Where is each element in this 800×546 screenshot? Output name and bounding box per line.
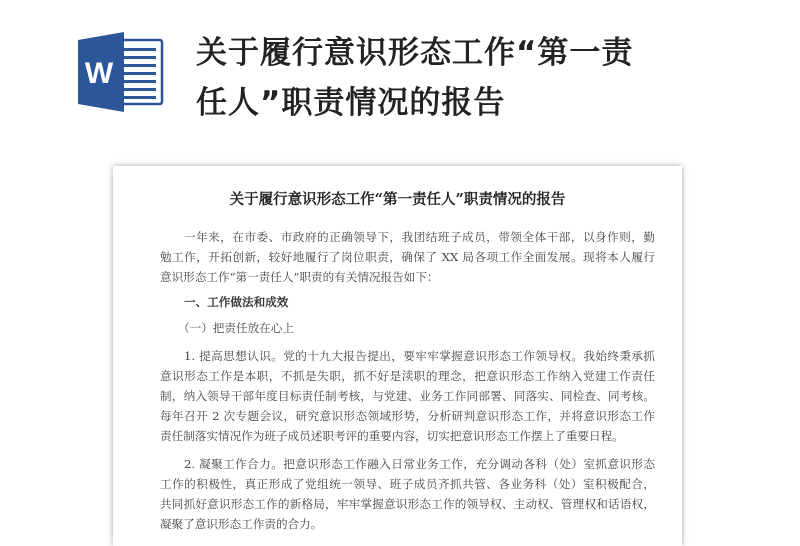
- document-page: [113, 166, 682, 546]
- document-title: 关于履行意识形态工作“第一责任人”职责情况的报告: [229, 191, 566, 208]
- section-heading: 一、工作做法和成效: [184, 295, 289, 309]
- para-line: 制，纳入领导干部年度目标责任制考核，与党建、业务工作同部署、同落实、同检查、同考核。: [160, 389, 655, 403]
- svg-text:W: W: [84, 57, 114, 90]
- para-line: 共同抓好意识形态工作的新格局，牢牢掌握意识形态工作的领导权、主动权、管理权和话语权，: [160, 497, 655, 511]
- subsection-heading: （一）把责任放在心上: [178, 321, 294, 335]
- para-line: 责任制落实情况作为班子成员述职考评的重要内容，切实把意识形态工作摆上了重要日程。: [160, 429, 624, 443]
- header-title: [196, 28, 633, 128]
- para-line: 凝聚了意识形态工作责的合力。: [160, 517, 323, 531]
- para-line: 工作的积极性，真正形成了党组统一领导、班子成员齐抓共管、各业务科（处）室积极配合，: [160, 477, 655, 491]
- header-title-line: 关于履行意识形态工作“第一责: [196, 35, 634, 71]
- header-title-line: 任人”职责情况的报告: [196, 85, 506, 121]
- para-line: 意识形态工作是本职，不抓是失职，抓不好是渎职的理念，把意识形态工作纳入党建工作责任: [160, 369, 655, 383]
- word-icon: [78, 32, 164, 112]
- para-line: 勉工作，开拓创新，较好地履行了岗位职责，确保了 XX 局各项工作全面发展。现将本人履行: [160, 250, 655, 264]
- para-line: 2. 凝聚工作合力。把意识形态工作融入日常业务工作，充分调动各科（处）室抓意识形态: [184, 457, 655, 471]
- para-line: 每年召开 2 次专题会议，研究意识形态领域形势，分析研判意识形态工作，并将意识形态工作: [160, 409, 655, 423]
- para-line: 一年来，在市委、市政府的正确领导下，我团结班子成员，带领全体干部，以身作则，勤: [184, 230, 655, 244]
- para-line: 意识形态工作“第一责任人”职责的有关情况报告如下：: [160, 270, 439, 284]
- para-line: 1. 提高思想认识。党的十九大报告提出，要牢牢掌握意识形态工作领导权。我始终秉承抓: [184, 349, 655, 363]
